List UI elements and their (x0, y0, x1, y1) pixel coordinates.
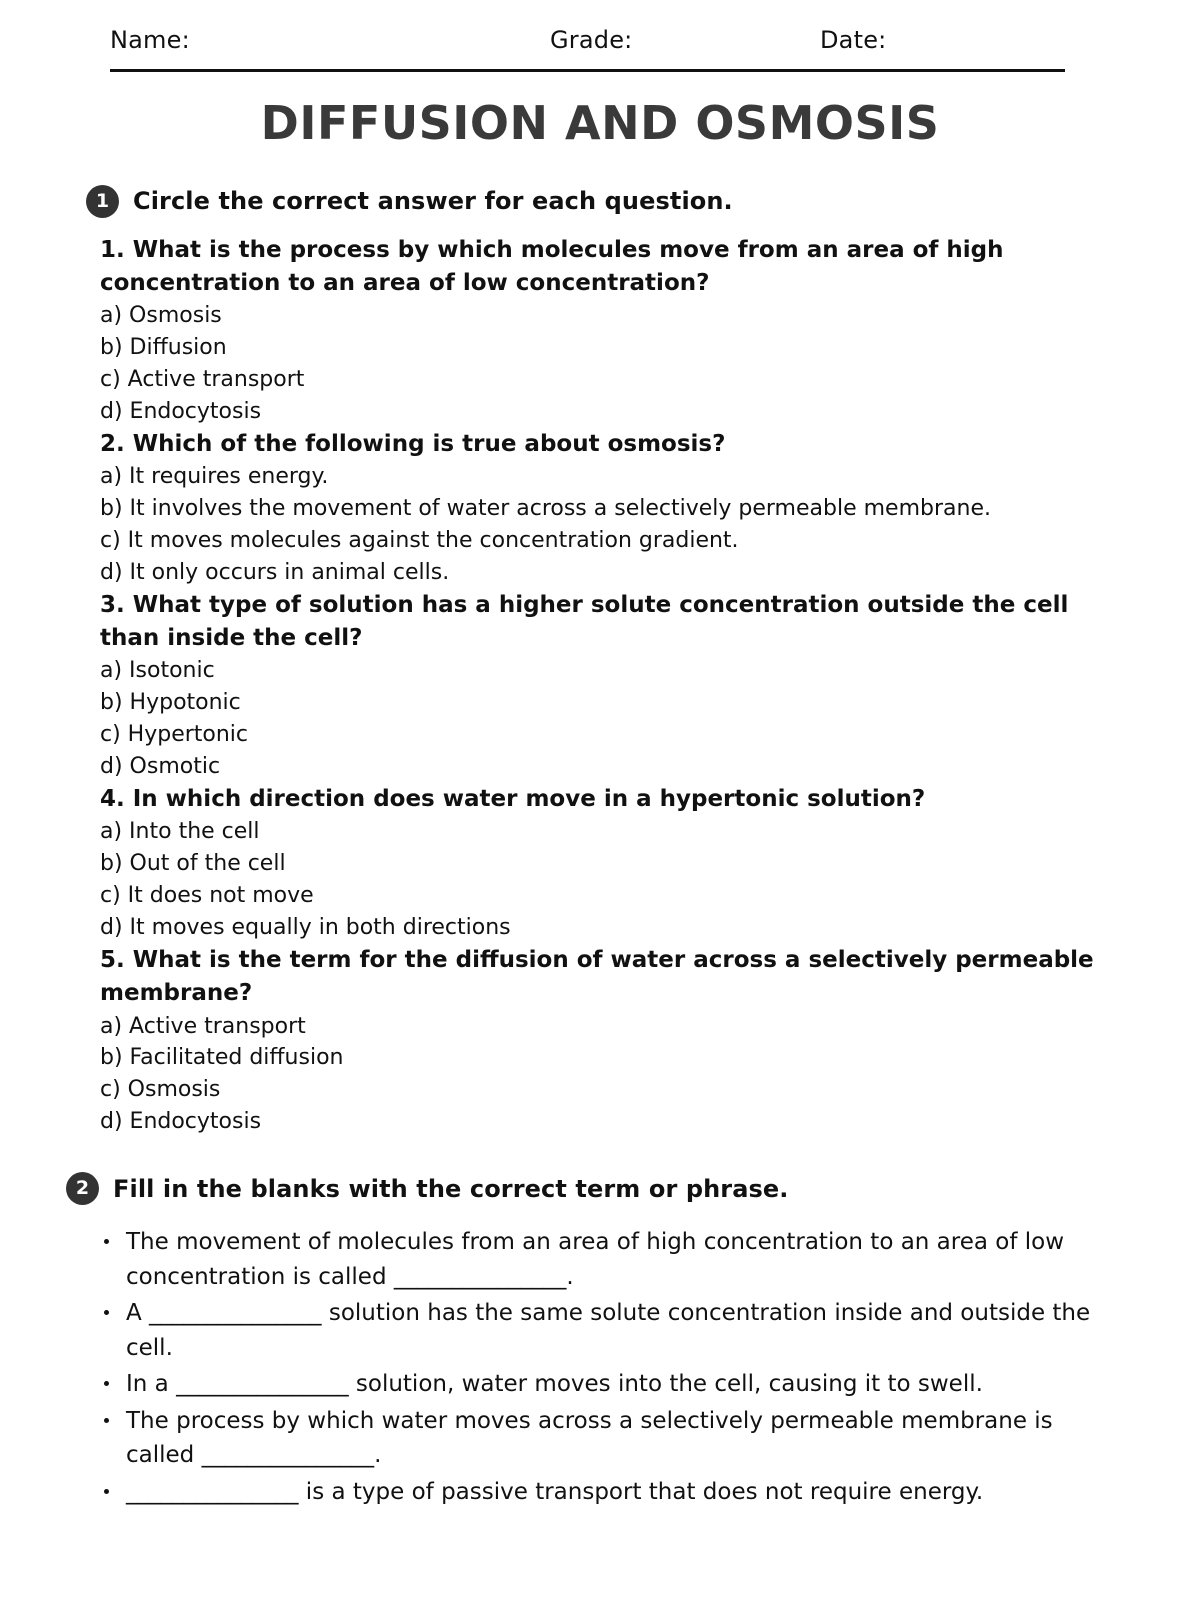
question-option[interactable]: a) Into the cell (100, 819, 260, 845)
question-item (100, 944, 1095, 1138)
question-prompt: 5. What is the term for the diffusion of water across a selectively permeable membrane? (100, 946, 1094, 1007)
worksheet-header (110, 0, 1090, 72)
name-field-label: Name: (110, 26, 190, 54)
bullet-icon (104, 1381, 109, 1386)
question-list (100, 234, 1095, 1139)
blank-sentence: _______________ is a type of passive transport that does not require energy. (126, 1478, 984, 1505)
blank-sentence: A _______________ solution has the same solute concentration inside and outside the cell. (126, 1300, 1091, 1361)
blank-sentence: The movement of molecules from an area of high concentration to an area of low concentration is called _______________. (126, 1229, 1065, 1290)
date-field-label: Date: (820, 26, 887, 54)
question-option[interactable]: d) Osmotic (100, 754, 221, 780)
question-item (100, 783, 1095, 944)
bullet-icon (104, 1489, 109, 1494)
question-option[interactable]: c) Active transport (100, 367, 305, 393)
question-option[interactable]: a) Osmosis (100, 303, 222, 329)
question-option[interactable]: b) It involves the movement of water across a selectively permeable membrane. (100, 496, 991, 522)
section-1-badge: 1 (86, 185, 119, 218)
page-title: DIFFUSION AND OSMOSIS (260, 96, 940, 150)
section-2-badge: 2 (66, 1172, 99, 1205)
question-option[interactable]: b) Diffusion (100, 335, 227, 361)
question-option[interactable]: d) Endocytosis (100, 1109, 262, 1135)
fill-in-blank-list (100, 1225, 1095, 1509)
question-prompt: 4. In which direction does water move in a hypertonic solution? (100, 786, 926, 812)
question-option[interactable]: c) It does not move (100, 883, 314, 909)
list-item[interactable] (100, 1296, 1095, 1365)
question-prompt: 2. Which of the following is true about osmosis? (100, 430, 726, 457)
list-item[interactable] (100, 1367, 1095, 1402)
question-option[interactable]: b) Hypotonic (100, 690, 241, 716)
header-divider (110, 69, 1065, 72)
question-option[interactable]: d) It only occurs in animal cells. (100, 559, 450, 585)
header-fields-row (110, 26, 1090, 60)
question-option[interactable]: c) It moves molecules against the concentration gradient. (100, 527, 739, 553)
section-2-heading (66, 1172, 1200, 1205)
blank-sentence: The process by which water moves across a selectively permeable membrane is called _______________. (126, 1407, 1053, 1469)
list-item[interactable] (100, 1475, 1095, 1510)
question-option[interactable]: a) Isotonic (100, 658, 215, 684)
question-option[interactable]: b) Out of the cell (100, 851, 286, 877)
section-1-heading (86, 185, 1200, 218)
bullet-icon (104, 1239, 109, 1244)
question-option[interactable]: c) Hypertonic (100, 722, 249, 748)
grade-field-label: Grade: (550, 26, 633, 54)
question-prompt: 1. What is the process by which molecules move from an area of high concentration to an area of low concentration? (100, 236, 1004, 296)
list-item[interactable] (100, 1404, 1095, 1473)
question-item (100, 428, 1095, 589)
section-2-instruction: Fill in the blanks with the correct term or phrase. (113, 1174, 789, 1203)
question-option[interactable]: d) It moves equally in both directions (100, 915, 511, 941)
question-option[interactable]: a) It requires energy. (100, 464, 329, 490)
section-1-instruction: Circle the correct answer for each question. (133, 187, 733, 216)
list-item[interactable] (100, 1225, 1095, 1294)
question-option[interactable]: c) Osmosis (100, 1077, 221, 1103)
question-option[interactable]: b) Facilitated diffusion (100, 1045, 344, 1071)
question-option[interactable]: a) Active transport (100, 1013, 306, 1039)
blank-sentence: In a _______________ solution, water moves into the cell, causing it to swell. (126, 1371, 983, 1398)
question-prompt: 3. What type of solution has a higher solute concentration outside the cell than inside the cell? (100, 591, 1069, 652)
question-option[interactable]: d) Endocytosis (100, 398, 262, 424)
question-item (100, 234, 1095, 428)
question-item (100, 589, 1095, 783)
bullet-icon (104, 1310, 109, 1315)
bullet-icon (104, 1418, 109, 1423)
